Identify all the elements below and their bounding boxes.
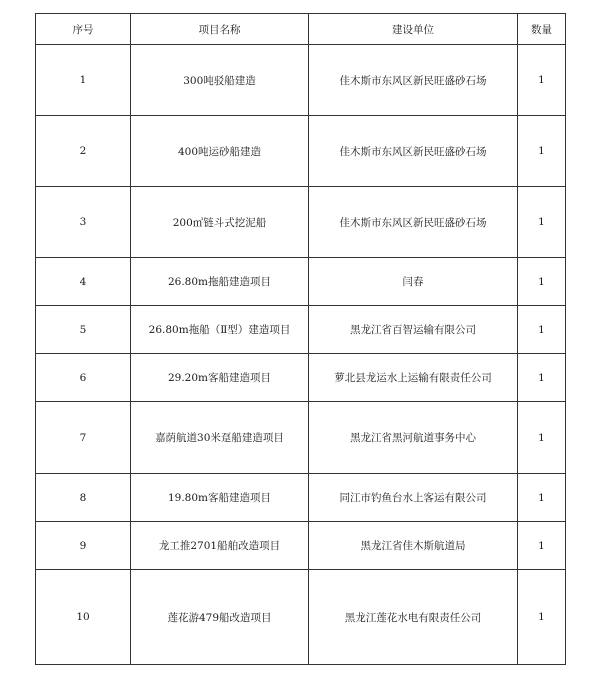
row-no: 1 — [36, 45, 131, 116]
header-unit: 建设单位 — [309, 14, 518, 45]
row-unit: 黑龙江省佳木斯航道局 — [309, 522, 518, 570]
row-name: 龙工推2701船舶改造项目 — [131, 522, 309, 570]
header-row — [36, 14, 566, 45]
row-no: 4 — [36, 258, 131, 306]
header-no: 序号 — [36, 14, 131, 45]
row-name: 300吨驳船建造 — [131, 45, 309, 116]
row-no: 3 — [36, 187, 131, 258]
row-no: 9 — [36, 522, 131, 570]
row-qty: 1 — [518, 45, 566, 116]
row-unit: 黑龙江莲花水电有限责任公司 — [309, 570, 518, 665]
row-no: 10 — [36, 570, 131, 665]
row-unit: 黑龙江省黑河航道事务中心 — [309, 402, 518, 474]
row-no: 8 — [36, 474, 131, 522]
row-no: 7 — [36, 402, 131, 474]
row-qty: 1 — [518, 187, 566, 258]
row-name: 26.80m拖船建造项目 — [131, 258, 309, 306]
row-name: 19.80m客船建造项目 — [131, 474, 309, 522]
header-name: 项目名称 — [131, 14, 309, 45]
row-qty: 1 — [518, 258, 566, 306]
row-unit: 闫春 — [309, 258, 518, 306]
row-no: 6 — [36, 354, 131, 402]
table-row — [36, 474, 566, 522]
table-row — [36, 402, 566, 474]
row-name: 莲花游479船改造项目 — [131, 570, 309, 665]
row-unit: 萝北县龙运水上运输有限责任公司 — [309, 354, 518, 402]
header-qty: 数量 — [518, 14, 566, 45]
row-qty: 1 — [518, 402, 566, 474]
table-row — [36, 522, 566, 570]
row-name: 200㎥链斗式挖泥船 — [131, 187, 309, 258]
table-row — [36, 570, 566, 665]
row-qty: 1 — [518, 570, 566, 665]
table-row — [36, 354, 566, 402]
row-unit: 佳木斯市东风区新民旺盛砂石场 — [309, 116, 518, 187]
row-unit: 黑龙江省百智运输有限公司 — [309, 306, 518, 354]
row-no: 2 — [36, 116, 131, 187]
row-qty: 1 — [518, 116, 566, 187]
row-unit: 佳木斯市东风区新民旺盛砂石场 — [309, 45, 518, 116]
row-no: 5 — [36, 306, 131, 354]
row-qty: 1 — [518, 474, 566, 522]
row-qty: 1 — [518, 306, 566, 354]
table-row — [36, 45, 566, 116]
row-qty: 1 — [518, 522, 566, 570]
table-row — [36, 116, 566, 187]
row-name: 嘉荫航道30米趸船建造项目 — [131, 402, 309, 474]
row-name: 400吨运砂船建造 — [131, 116, 309, 187]
row-unit: 同江市钓鱼台水上客运有限公司 — [309, 474, 518, 522]
row-qty: 1 — [518, 354, 566, 402]
row-name: 26.80m拖船（Ⅱ型）建造项目 — [131, 306, 309, 354]
table-row — [36, 306, 566, 354]
table-row — [36, 258, 566, 306]
table-row — [36, 187, 566, 258]
row-unit: 佳木斯市东风区新民旺盛砂石场 — [309, 187, 518, 258]
row-name: 29.20m客船建造项目 — [131, 354, 309, 402]
project-table — [35, 13, 566, 665]
